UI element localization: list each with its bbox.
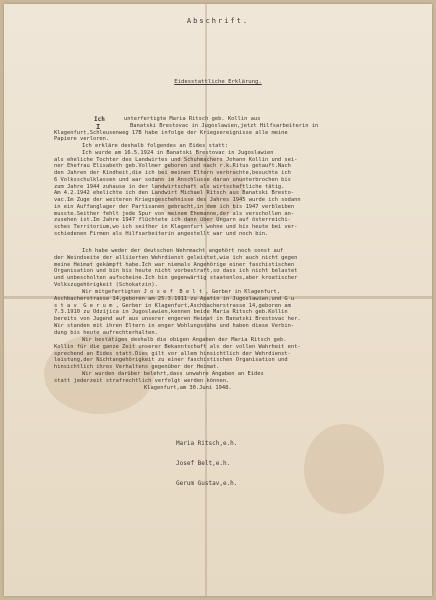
body-line: bereits von Jugend auf aus unserer engeren Heimat in Banatski Brestovac her.	[54, 316, 301, 322]
body-line: 7.3.1910 zu Odzijica in Jugoslawien,kennen beide Maria Ritsch geb.Kollin	[54, 309, 288, 316]
document-title: Abschrift.	[186, 17, 250, 25]
body-line: s t a v G e r u m , Gerber in Klagenfurt,Aschbacherstrasse 14,geboren am	[54, 302, 291, 309]
body-line: den Jahren der Kindheit,die ich bei meinen Eltern verbrachte,besuchte ich	[54, 170, 291, 176]
body-line: Wir wurden darüber belehrt,dass unwahre Angaben an Eides	[82, 371, 264, 377]
body-line: und unbescholten aufscheine.Ich bin gegenwärtig staatenlos,aber kroatischer	[54, 275, 298, 281]
body-line: Organisation und bin bis heute nicht vorbestraft,so dass ich nicht belastet	[54, 268, 298, 275]
body-line: Volkszugehörigkeit (Schokatzin).	[54, 281, 158, 288]
signature-maria-ritsch: Maria Ritsch,e.h.	[176, 440, 238, 447]
body-line: ner Ehefrau Elisabeth geb.Vollmer geboren und nach r.k.Ritus getauft.Nach	[54, 163, 291, 170]
body-line: Ich erkläre deshalb folgendes an Eides statt:	[82, 143, 229, 149]
place-date: Klagenfurt,am 30.Juni 1948.	[144, 385, 232, 391]
body-line: Kollin für die ganze Zeit unserer Bekanntschaft als der vollen Wahrheit ent-	[54, 343, 301, 350]
document-page	[4, 4, 432, 596]
body-line: Klagenfurt,Schleusenweg 17B habe infolge der Kriegsereignisse alle meine	[54, 129, 288, 136]
body-line: meine Heimat gekämpft habe.Ich war niemals Angehörige einer faschistischen	[54, 261, 295, 268]
body-line: Banatski Brestovac in Jugoslawien,jetzt Hilfsarbeiterin in	[130, 122, 319, 129]
signature-josef-belt: Josef Belt,e.h.	[176, 460, 231, 467]
body-line: Aschbacherstrasse 14,geboren am 25.3.1911 zu Apatin in Jugoslawien,und G u	[54, 295, 295, 302]
subtitle-text: Eidesstattliche Erklärung.	[174, 79, 262, 85]
body-line: dung bis heute aufrechterhalten.	[54, 329, 158, 336]
body-line: zum Jahre 1944 zuhause in der landwirtschaft als wirtschaftliche tätig.	[54, 183, 285, 190]
body-line: vac.Im Zuge der weiteren Kriegsgeschehnisse des Jahres 1945 wurde ich sodann	[54, 197, 301, 203]
body-line: leistung,der Nichtangehörigkeit zu einer faschistischen Organisation und	[54, 357, 288, 364]
body-line: der Weindseite der alliierten Wehrdienst geleistet,wie ich auch nicht gegen	[54, 254, 298, 261]
body-line: Papiere verloren.	[54, 136, 110, 143]
body-line: unterfertigte Maria Ritsch geb. Kollin aus	[124, 116, 261, 122]
body-line: in ein Auffanglager der Partisanen gebracht,in dem ich bis 1947 verbleiben	[54, 203, 295, 210]
body-line: sprechend an Eides statt.Dies gilt vor allem hinsichtlich der Wehrdienst-	[54, 350, 291, 357]
body-line: Am 4.2.1942 ehelichte ich den Landwirt Michael Ritsch aus Banatski Bresto-	[54, 190, 295, 197]
body-line: Wir standen mit ihren Eltern in enger Wohlungsnähe und haben diese Verbin-	[54, 322, 295, 329]
body-line: statt jederzeit strafrechtlich verfolgt werden können.	[54, 377, 230, 384]
document-subtitle	[4, 79, 432, 85]
margin-ich: Ich	[94, 116, 105, 123]
margin-numeral: I	[96, 123, 101, 131]
body-line: Wir mitgefertigten J o s e f B e l t , Gerber in Klagenfurt,	[82, 289, 280, 295]
body-line: schiedenen Firmen als Hilfsarbeiterin angestellt war und noch bin.	[54, 230, 269, 237]
body-line: musste.Seither fehlt jede Spur von meinem Ehemanne,der als verschollen an-	[54, 210, 295, 217]
body-line: Ich wurde am 16.5.1924 in Banatski Brestovac in Jugoslawien	[82, 149, 274, 156]
body-line: sches Territorium,wo ich seither in Klagenfurt wohne und bis heute bei ver-	[54, 224, 298, 230]
body-line: 6 Volksschulklassen und war sodann im Anschlusse daran ununterbrochen bis	[54, 176, 291, 183]
signature-gerum-gustav: Gerum Gustav,e.h.	[176, 480, 238, 487]
body-line: hinsichtlich ihres Verhaltens gegenüber der Heimat.	[54, 364, 220, 370]
body-line: zusehen ist.Im Jahre 1947 flüchtete ich dann über Ungarn auf österreichi-	[54, 217, 291, 224]
body-line: Ich habe weder der deutschen Wehrmacht angehört noch sonst auf	[82, 248, 284, 254]
body-line: Wir bestätigen deshalb die obigen Angaben der Maria Ritsch geb.	[82, 337, 287, 343]
paper-stain	[304, 424, 384, 514]
body-line: als eheliche Tochter des Landwirtes und Schuhmachers Johann Kollin und sei-	[54, 156, 298, 163]
